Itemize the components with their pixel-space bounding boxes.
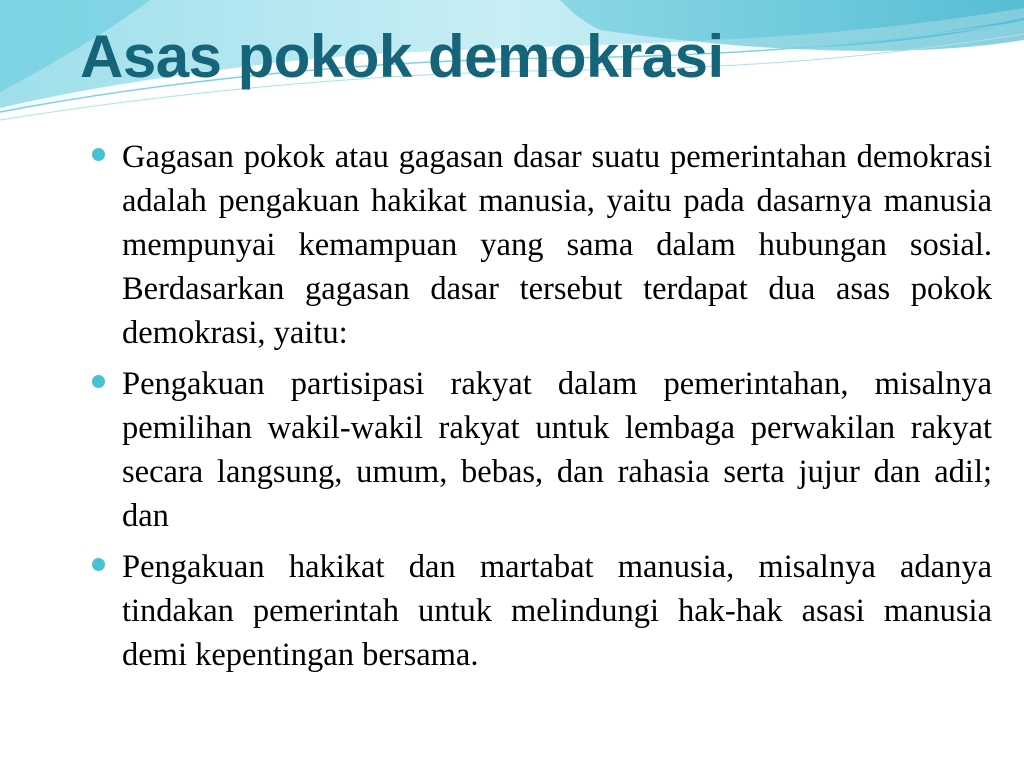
list-item-text: Pengakuan hakikat dan martabat manusia, misalnya adanya tindakan pemerintah untuk melindungi hak-hak asasi manusia demi kepentingan bersama.	[122, 549, 992, 673]
bullet-list	[92, 135, 992, 684]
bullet-dot-icon	[92, 558, 105, 571]
bullet-dot-icon	[92, 148, 105, 161]
list-item	[92, 545, 992, 677]
page-title: Asas pokok demokrasi	[80, 23, 724, 90]
list-item-text: Gagasan pokok atau gagasan dasar suatu pemerintahan demokrasi adalah pengakuan hakikat manusia, yaitu pada dasarnya manusia mempunyai kemampuan yang sama dalam hubungan sosial. Berdasarkan gagasan dasar tersebut terdapat dua asas pokok demokrasi, yaitu:	[122, 139, 992, 351]
list-item	[92, 362, 992, 538]
list-item-text: Pengakuan partisipasi rakyat dalam pemerintahan, misalnya pemilihan wakil-wakil rakyat untuk lembaga perwakilan rakyat secara langsung, umum, bebas, dan rahasia serta jujur dan adil; dan	[122, 366, 992, 534]
bullet-dot-icon	[92, 375, 105, 388]
list-item	[92, 135, 992, 355]
